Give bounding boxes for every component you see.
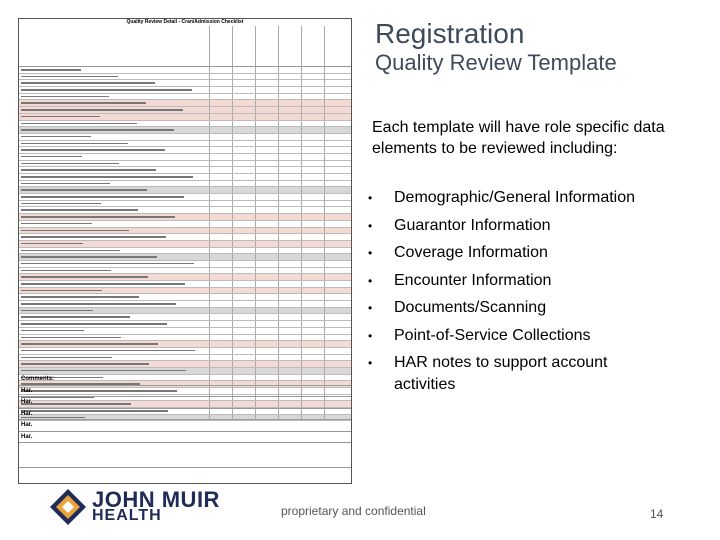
- checklist-row: [19, 228, 351, 235]
- checklist-row: [19, 181, 351, 188]
- checklist-row: [19, 187, 351, 194]
- bullet-item: • Encounter Information: [368, 270, 668, 292]
- checklist-row: [19, 207, 351, 214]
- checklist-row: [19, 301, 351, 308]
- checklist-row: [19, 281, 351, 288]
- checklist-row: [19, 201, 351, 208]
- checklist-row: [19, 161, 351, 168]
- checklist-row: [19, 268, 351, 275]
- logo-mark-icon: [48, 487, 88, 527]
- bullet-icon: •: [368, 246, 373, 260]
- checklist-row: [19, 328, 351, 335]
- bullet-icon: •: [368, 191, 373, 205]
- checklist-row: [19, 87, 351, 94]
- checklist-row: [19, 67, 351, 74]
- checklist-row: [19, 361, 351, 368]
- checklist-row: [19, 194, 351, 201]
- checklist-row: [19, 107, 351, 114]
- bullet-item: • Demographic/General Information: [368, 187, 668, 209]
- comment-line: Comments:: [19, 374, 351, 386]
- checklist-row: [19, 254, 351, 261]
- checklist-row: [19, 147, 351, 154]
- checklist-row: [19, 167, 351, 174]
- checklist-row: [19, 274, 351, 281]
- comment-line: Har.: [19, 432, 351, 444]
- comment-line: Har.: [19, 409, 351, 421]
- checklist-row: [19, 314, 351, 321]
- checklist-row: [19, 100, 351, 107]
- bullet-icon: •: [368, 301, 373, 315]
- page-number: 14: [650, 507, 664, 521]
- bullet-list: [368, 187, 668, 402]
- checklist-header: [19, 26, 351, 67]
- checklist-row: [19, 341, 351, 348]
- checklist-row: [19, 141, 351, 148]
- bullet-item: • Guarantor Information: [368, 215, 668, 237]
- checklist-row: [19, 154, 351, 161]
- checklist-row: [19, 248, 351, 255]
- slide-subtitle: Quality Review Template: [375, 50, 617, 75]
- logo-text-line2: HEALTH: [92, 507, 162, 524]
- bullet-icon: •: [368, 273, 373, 288]
- checklist-row: [19, 74, 351, 81]
- checklist-row: [19, 127, 351, 134]
- bullet-item: • Point-of-Service Collections: [368, 325, 668, 347]
- checklist-row: [19, 80, 351, 87]
- comment-line: Har.: [19, 397, 351, 409]
- bullet-icon: •: [368, 356, 373, 370]
- intro-text: Each template will have role specific data elements to be reviewed including:: [372, 119, 665, 157]
- checklist-row: [19, 241, 351, 248]
- bullet-icon: •: [368, 218, 373, 233]
- checklist-row: [19, 94, 351, 101]
- checklist-row: [19, 134, 351, 141]
- checklist-row: [19, 121, 351, 128]
- comment-line: Har.: [19, 420, 351, 432]
- checklist-row: [19, 321, 351, 328]
- checklist-row: [19, 221, 351, 228]
- bullet-item: • HAR notes to support account activities: [368, 354, 608, 393]
- signature-line: [19, 475, 351, 484]
- bullet-item: • Documents/Scanning: [368, 297, 668, 319]
- checklist-row: [19, 288, 351, 295]
- checklist-row: [19, 174, 351, 181]
- footer-confidential: proprietary and confidential: [281, 504, 426, 518]
- checklist-title: Quality Review Detail - Cran/Admission Checklist: [126, 19, 244, 25]
- checklist-row: [19, 114, 351, 121]
- checklist-row: [19, 294, 351, 301]
- signature-line: [19, 459, 351, 468]
- comment-line: Har.: [19, 386, 351, 398]
- bullet-icon: •: [368, 328, 373, 343]
- checklist-row: [19, 355, 351, 362]
- slide-title: Registration: [375, 18, 525, 49]
- john-muir-health-logo: [48, 487, 228, 527]
- checklist-row: [19, 348, 351, 355]
- checklist-row: [19, 335, 351, 342]
- checklist-rows: [19, 67, 351, 421]
- checklist-row: [19, 234, 351, 241]
- checklist-comments: [19, 374, 351, 443]
- logo-text-line1: JOHN MUIR: [92, 487, 220, 512]
- checklist-row: [19, 261, 351, 268]
- checklist-row: [19, 308, 351, 315]
- checklist-form-image: [18, 18, 352, 484]
- checklist-row: [19, 214, 351, 221]
- bullet-item: • Coverage Information: [368, 242, 668, 264]
